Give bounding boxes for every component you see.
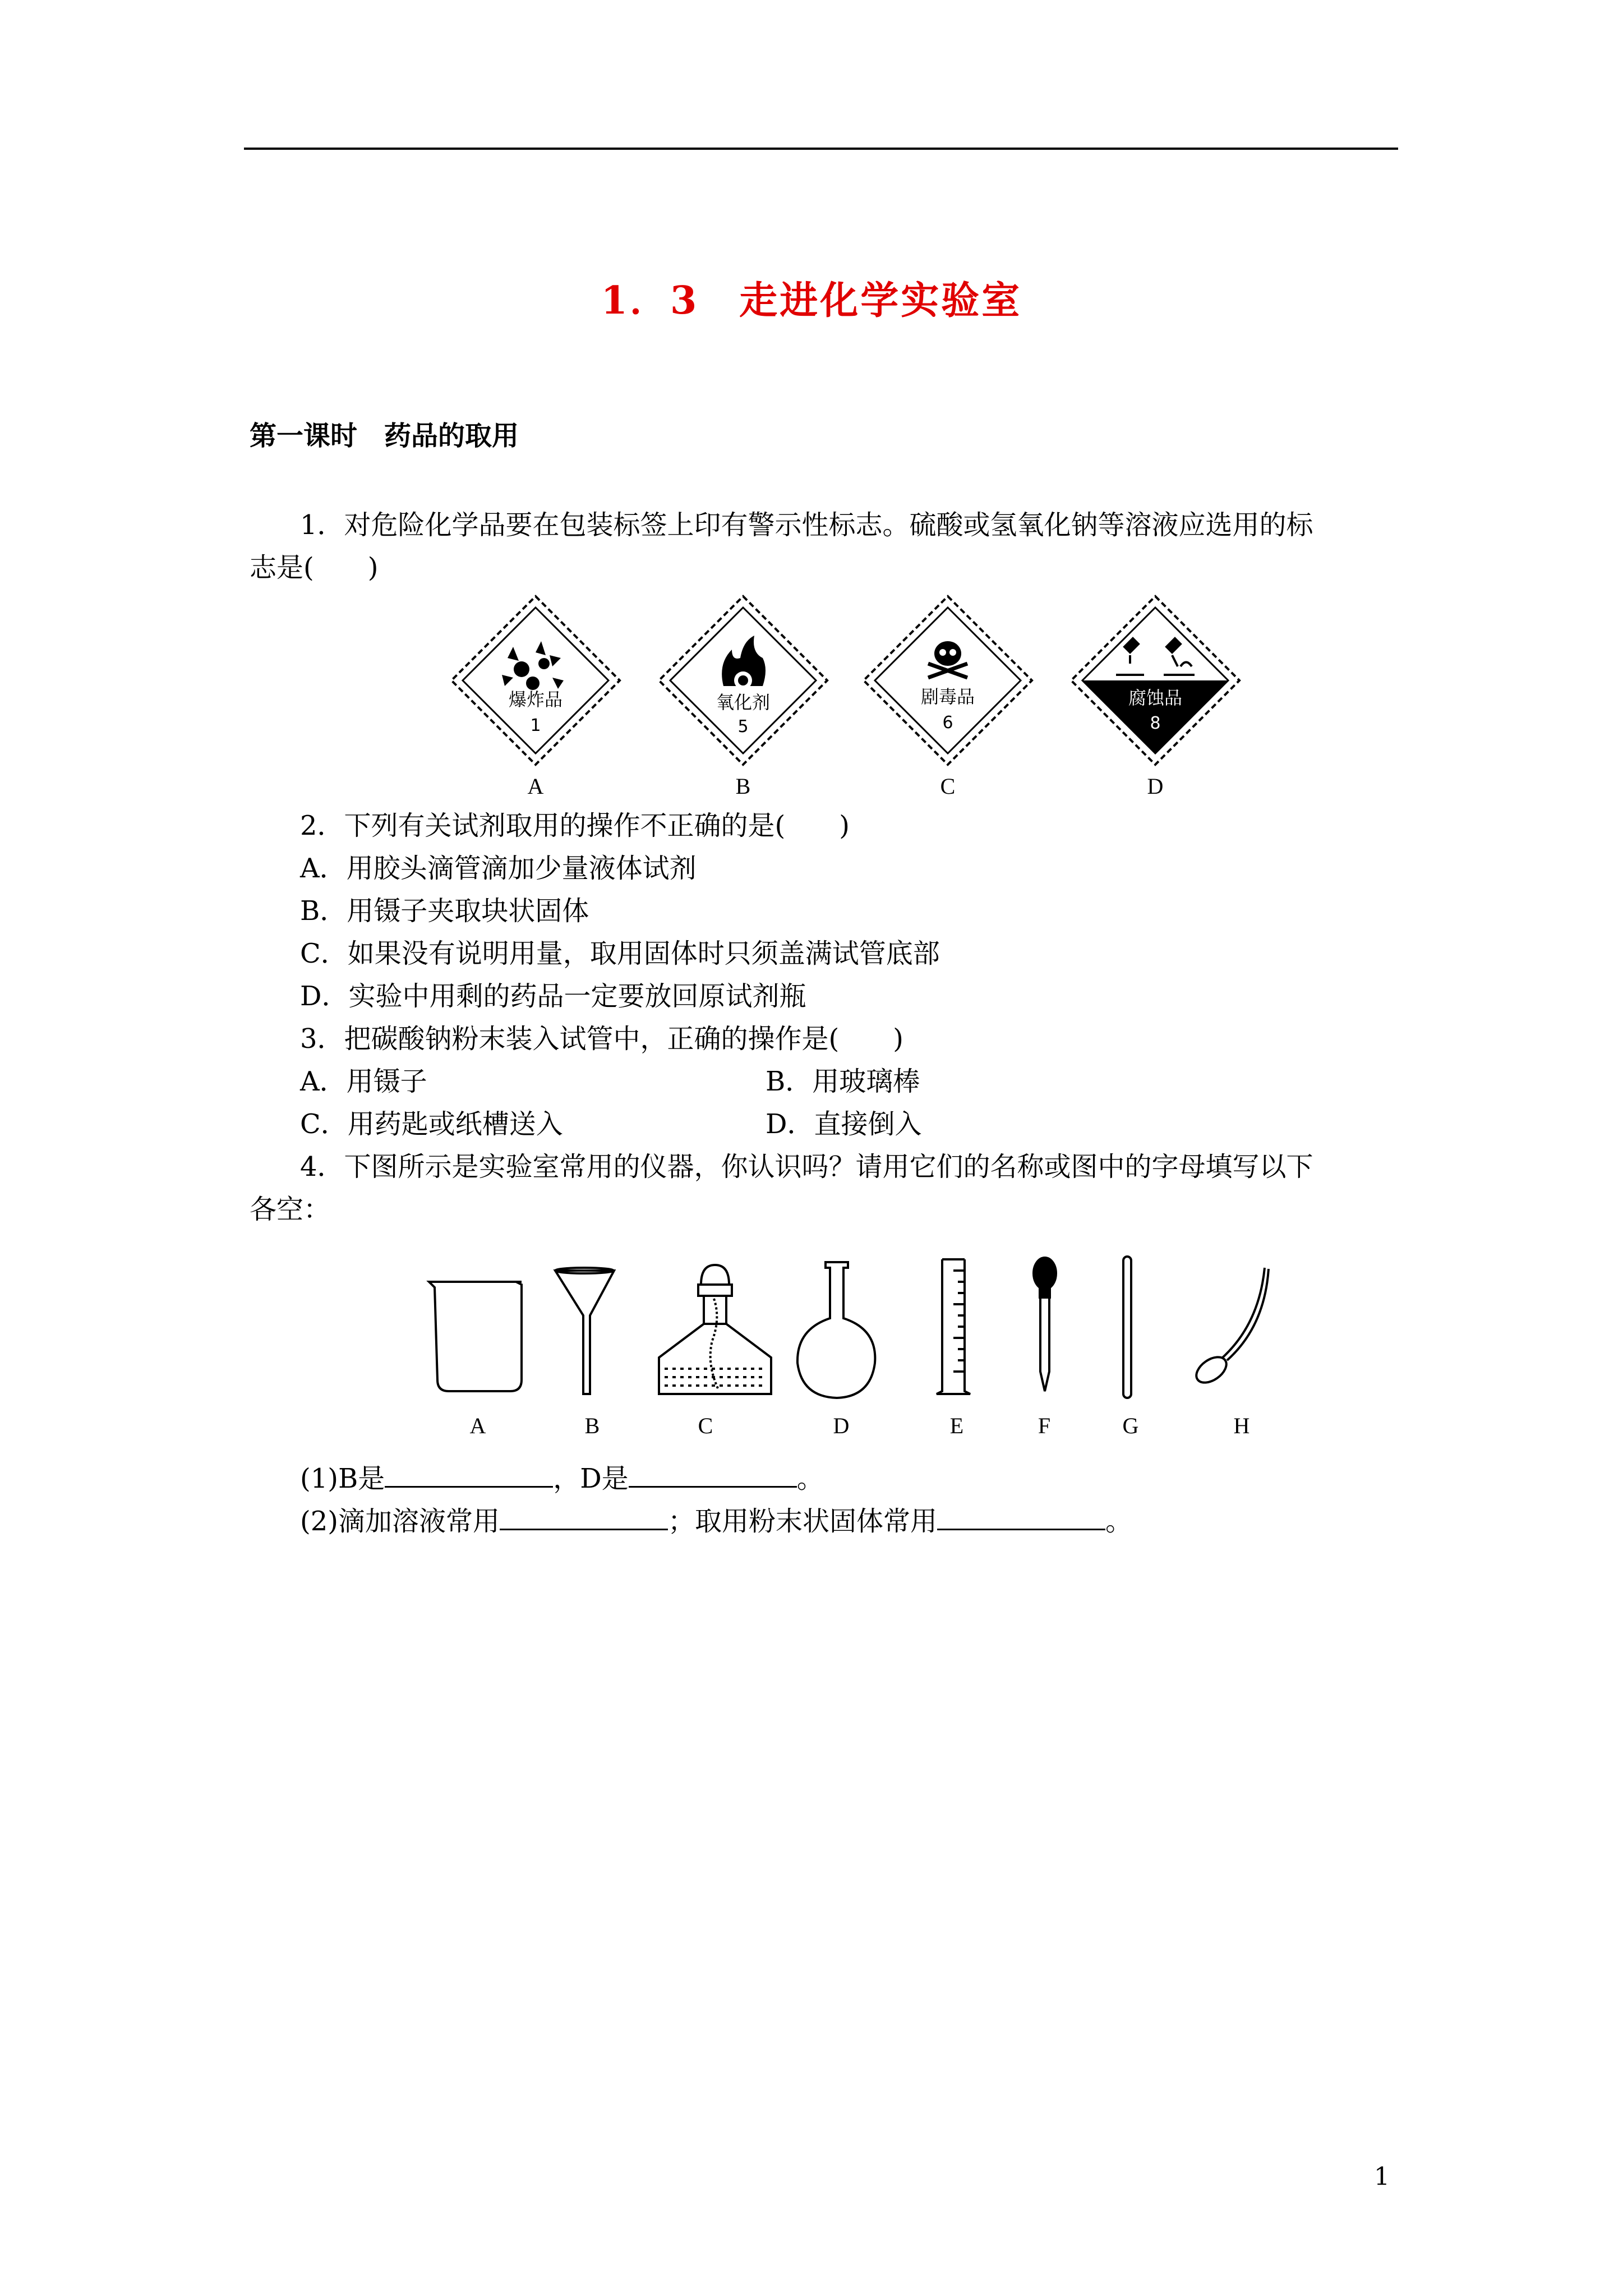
hazard-sign-c xyxy=(864,596,1032,765)
q3-stem: 3．把碳酸钠粉末装入试管中，正确的操作是( ) xyxy=(300,1023,903,1055)
q2-option-b: B．用镊子夹取块状固体 xyxy=(300,895,589,927)
graduated-cylinder-icon xyxy=(937,1259,970,1394)
q4-sub1-end: 。 xyxy=(796,1463,824,1494)
lab-instruments xyxy=(415,1251,1290,1414)
page-title: 1．3 走进化学实验室 xyxy=(601,278,1022,323)
hazard-num-c: 6 xyxy=(942,713,953,733)
instrument-letter-a: A xyxy=(469,1413,486,1438)
instrument-letter-e: E xyxy=(949,1413,964,1438)
skull-icon xyxy=(928,641,967,678)
q4-sub1-prefix: (1)B是 xyxy=(300,1463,385,1494)
instrument-letter-f: F xyxy=(1038,1413,1051,1438)
q3-option-a: A．用镊子 xyxy=(300,1066,427,1097)
header-rule xyxy=(244,148,1398,150)
sign-letter-c: C xyxy=(940,774,956,799)
hazard-sign-b xyxy=(659,596,827,765)
instrument-letter-g: G xyxy=(1122,1413,1139,1438)
q2-option-d: D．实验中用剩的药品一定要放回原试剂瓶 xyxy=(300,981,806,1012)
sign-letter-a: A xyxy=(527,774,544,799)
hazard-num-b: 5 xyxy=(737,717,749,737)
dropper-icon xyxy=(1034,1258,1056,1391)
instrument-letter-c: C xyxy=(698,1413,713,1438)
q4-sub2-prefix: (2)滴加溶液常用 xyxy=(300,1506,500,1537)
section-heading: 第一课时 药品的取用 xyxy=(250,420,519,452)
instrument-letter-d: D xyxy=(833,1413,850,1438)
hazard-num-a: 1 xyxy=(530,716,541,735)
q2-stem: 2．下列有关试剂取用的操作不正确的是( ) xyxy=(300,810,850,841)
flame-icon xyxy=(722,636,766,689)
instrument-letter-h: H xyxy=(1233,1413,1250,1438)
q4-sub1-mid: ，D是 xyxy=(553,1463,629,1494)
hazard-label-d: 腐蚀品 xyxy=(1128,687,1183,708)
spoon-icon xyxy=(1192,1268,1269,1388)
answer-blank-d[interactable] xyxy=(629,1461,797,1488)
q3-option-c: C．用药匙或纸槽送入 xyxy=(300,1108,563,1140)
q3-option-d: D．直接倒入 xyxy=(766,1108,922,1140)
corrosion-icon xyxy=(1116,638,1195,675)
q4-sub1 xyxy=(300,1461,824,1492)
q2-option-c: C．如果没有说明用量，取用固体时只须盖满试管底部 xyxy=(300,938,940,969)
answer-blank-dropping[interactable] xyxy=(500,1504,668,1530)
q2-option-a: A．用胶头滴管滴加少量液体试剂 xyxy=(300,853,697,884)
q4-stem-line2: 各空： xyxy=(250,1194,331,1225)
answer-blank-powder[interactable] xyxy=(937,1504,1105,1530)
sign-letter-b: B xyxy=(735,774,751,799)
q4-sub2-mid: ；取用粉末状固体常用 xyxy=(668,1506,938,1537)
hazard-label-c: 剧毒品 xyxy=(920,686,975,707)
beaker-icon xyxy=(429,1282,522,1391)
q4-stem-line1: 4．下图所示是实验室常用的仪器，你认识吗？请用它们的名称或图中的字母填写以下 xyxy=(300,1151,1313,1182)
q4-sub2-end: 。 xyxy=(1105,1506,1133,1537)
q4-sub2 xyxy=(300,1504,1132,1535)
hazard-sign-d xyxy=(1071,596,1239,765)
q1-stem-line2: 志是( ) xyxy=(250,552,379,583)
page-number: 1 xyxy=(1374,2162,1390,2191)
q1-stem-line1: 1．对危险化学品要在包装标签上印有警示性标志。硫酸或氢氧化钠等溶液应选用的标 xyxy=(300,509,1313,541)
hazard-label-a: 爆炸品 xyxy=(508,689,563,710)
sign-letter-d: D xyxy=(1147,774,1164,799)
instrument-letter-b: B xyxy=(584,1413,600,1438)
alcohol-lamp-icon xyxy=(659,1265,771,1394)
explosion-icon xyxy=(502,641,564,690)
hazard-sign-a xyxy=(451,596,620,765)
glass-rod-icon xyxy=(1123,1257,1131,1398)
funnel-icon xyxy=(555,1268,614,1394)
flask-icon xyxy=(797,1262,875,1398)
answer-blank-b[interactable] xyxy=(385,1461,553,1488)
hazard-num-d: 8 xyxy=(1150,714,1161,733)
q3-option-b: B．用玻璃棒 xyxy=(766,1066,920,1097)
hazard-label-b: 氧化剂 xyxy=(716,692,771,713)
hazard-signs xyxy=(443,593,1251,773)
